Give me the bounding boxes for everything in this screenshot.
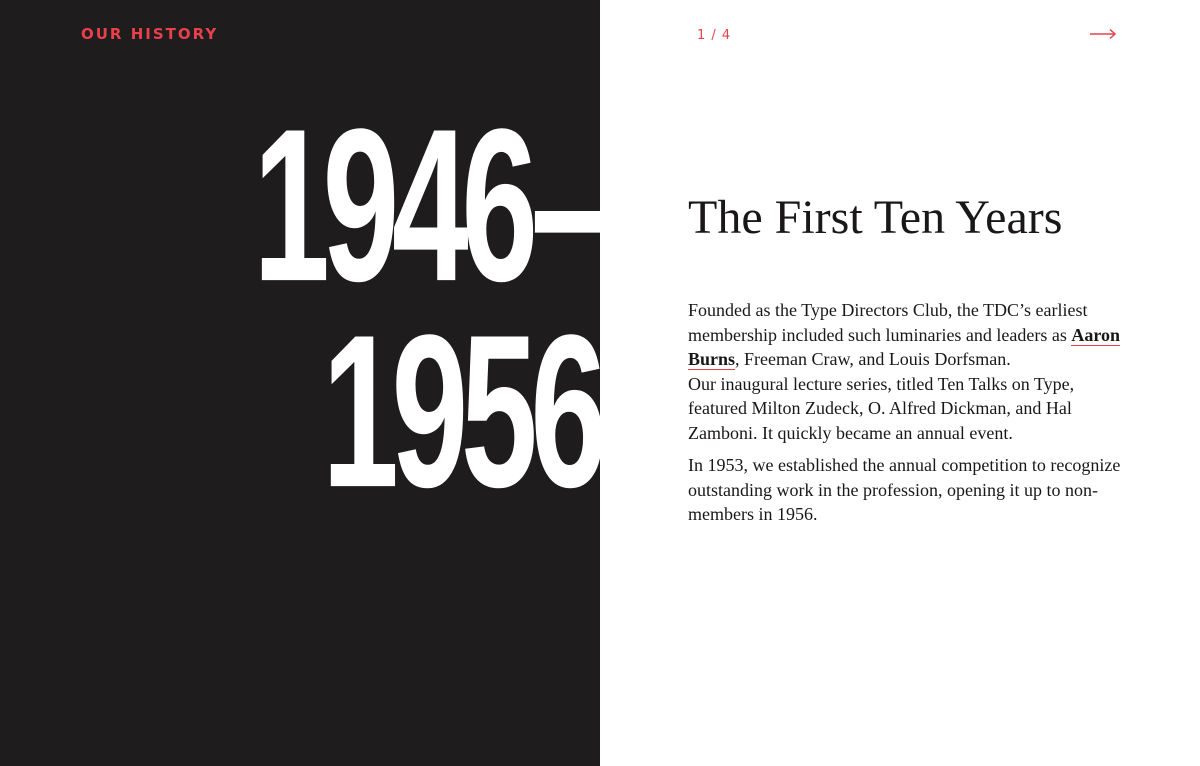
content-panel bbox=[600, 0, 1200, 766]
arrow-right-icon bbox=[1089, 26, 1117, 42]
page-title: The First Ten Years bbox=[688, 191, 1063, 244]
year-range-start: 1946– bbox=[253, 82, 600, 327]
next-arrow-button[interactable] bbox=[1089, 26, 1117, 42]
paragraph-competition: In 1953, we established the annual competition to recognize outstanding work in the profession, opening it up to non-members in 1956. bbox=[688, 455, 1121, 524]
year-range-end: 1956 bbox=[322, 288, 600, 533]
aaron-burns-link[interactable]: Aaron Burns bbox=[688, 324, 1121, 369]
paragraph-lecture-series: Our inaugural lecture series, titled Ten Talks on Type, featured Milton Zudeck, O. Alfred Dickman, and Hal Zamboni. It quickly became an annual event. bbox=[688, 373, 1075, 443]
section-label: OUR HISTORY bbox=[81, 25, 219, 43]
article-body bbox=[688, 298, 1128, 535]
paragraph-founding-text-end: , Freeman Craw, and Louis Dorfsman. bbox=[735, 349, 1011, 369]
page-indicator: 1 / 4 bbox=[697, 28, 732, 43]
paragraph-founding bbox=[688, 298, 1128, 445]
paragraph-founding-text-start: Founded as the Type Directors Club, the TDC’s earliest membership included such luminaries and leaders as bbox=[688, 300, 1088, 345]
